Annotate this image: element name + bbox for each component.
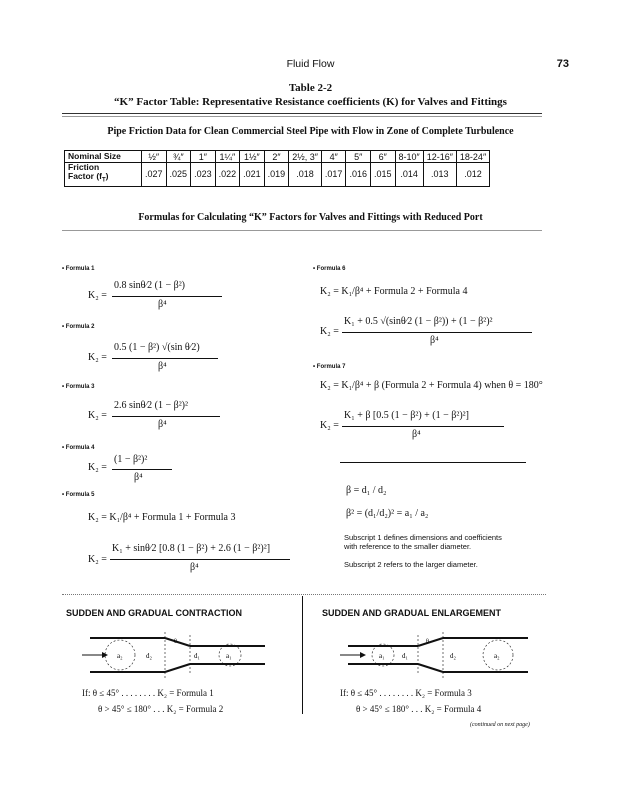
divider xyxy=(62,116,542,117)
enlargement-condition-1: If: θ ≤ 45° . . . . . . . . K₂ = Formula 3 xyxy=(340,688,472,698)
formula-7-label: • Formula 7 xyxy=(313,364,345,370)
factor-cell: .027 xyxy=(142,163,167,187)
formula-3-lhs: K₂ = xyxy=(88,410,107,421)
size-cell: 1¼″ xyxy=(215,151,240,163)
size-cell: ½″ xyxy=(142,151,167,163)
divider xyxy=(340,462,526,463)
formula-4-lhs: K₂ = xyxy=(88,462,107,473)
formula-6-denominator: β⁴ xyxy=(430,335,439,346)
fraction-bar xyxy=(112,416,220,417)
formula-1-lhs: K₂ = xyxy=(88,290,107,301)
formula-7-numerator: K₁ + β [0.5 (1 − β²) + (1 − β²)²] xyxy=(344,410,470,421)
formula-5-lhs: K₂ = xyxy=(88,554,107,565)
formula-3-denominator: β⁴ xyxy=(158,419,167,430)
formula-6-numerator: K₁ + 0.5 √(sinθ⁄2 (1 − β²)) + (1 − β²)² xyxy=(344,316,493,327)
fraction-bar xyxy=(110,559,290,560)
contraction-title: SUDDEN AND GRADUAL CONTRACTION xyxy=(66,608,242,618)
enlargement-diagram xyxy=(338,630,538,680)
divider xyxy=(62,113,542,114)
factor-cell: .022 xyxy=(215,163,240,187)
contraction-diagram xyxy=(80,630,280,680)
fraction-bar xyxy=(342,426,504,427)
formula-5-denominator: β⁴ xyxy=(190,562,199,573)
formula-1-denominator: β⁴ xyxy=(158,299,167,310)
table-row xyxy=(65,163,490,187)
friction-table xyxy=(64,150,490,187)
contraction-condition-1: If: θ ≤ 45° . . . . . . . . K₂ = Formula 1 xyxy=(82,688,214,698)
formula-4-label: • Formula 4 xyxy=(62,445,94,451)
row-label-friction-factor: Friction Factor $(f_T)$ xyxy=(65,163,142,187)
running-title: Fluid Flow xyxy=(286,58,335,70)
table-row xyxy=(65,151,490,163)
factor-cell: .014 xyxy=(395,163,423,187)
formula-4-denominator: β⁴ xyxy=(134,472,143,483)
size-cell: 1½″ xyxy=(240,151,265,163)
formula-1-numerator: 0.8 sinθ⁄2 (1 − β²) xyxy=(114,280,186,291)
formula-3-numerator: 2.6 sinθ⁄2 (1 − β²)² xyxy=(114,400,189,411)
continued-note: (continued on next page) xyxy=(470,722,530,728)
formula-7-line1: K₂ = K₁/β⁴ + β (Formula 2 + Formula 4) when θ = 180° xyxy=(320,380,543,391)
formula-2-lhs: K₂ = xyxy=(88,352,107,363)
contraction-condition-2: θ > 45° ≤ 180° . . . K₂ = Formula 2 xyxy=(98,704,224,714)
factor-cell: .021 xyxy=(240,163,265,187)
factor-cell: .017 xyxy=(321,163,346,187)
divider xyxy=(62,594,546,595)
enlargement-condition-2: θ > 45° ≤ 180° . . . K₂ = Formula 4 xyxy=(356,704,482,714)
formula-5-line1: K₂ = K₁/β⁴ + Formula 1 + Formula 3 xyxy=(88,512,236,523)
formulas-heading: Formulas for Calculating “K” Factors for Valves and Fittings with Reduced Port xyxy=(138,212,483,223)
size-cell: 1″ xyxy=(191,151,216,163)
page-number: 73 xyxy=(556,58,569,70)
factor-cell: .018 xyxy=(289,163,322,187)
diameter-label: d₂ xyxy=(450,652,456,660)
factor-cell: .023 xyxy=(191,163,216,187)
table-title: “K” Factor Table: Representative Resistance coefficients (K) for Valves and Fittings xyxy=(114,96,507,108)
factor-cell: .025 xyxy=(166,163,191,187)
fraction-bar xyxy=(112,469,172,470)
size-cell: 8-10″ xyxy=(395,151,423,163)
formula-6-label: • Formula 6 xyxy=(313,266,345,272)
formula-5-label: • Formula 5 xyxy=(62,492,94,498)
factor-cell: .012 xyxy=(456,163,489,187)
row-label-nominal-size: Nominal Size xyxy=(65,151,142,163)
fraction-bar xyxy=(112,296,222,297)
diameter-label: d₂ xyxy=(146,652,152,660)
formula-7-lhs: K₂ = xyxy=(320,420,339,431)
size-cell: 12-16″ xyxy=(423,151,456,163)
formula-2-label: • Formula 2 xyxy=(62,324,94,330)
theta-label: θ xyxy=(426,639,429,645)
diameter-label: d₁ xyxy=(402,652,408,660)
formula-2-numerator: 0.5 (1 − β²) √(sin θ⁄2) xyxy=(114,342,200,353)
enlargement-title: SUDDEN AND GRADUAL ENLARGEMENT xyxy=(322,608,502,618)
divider xyxy=(62,230,542,231)
size-cell: 5″ xyxy=(346,151,371,163)
fraction-bar xyxy=(112,358,218,359)
theta-label: θ xyxy=(174,639,177,645)
formula-1-label: • Formula 1 xyxy=(62,266,94,272)
area-2-label: a₁ xyxy=(226,652,232,660)
factor-cell: .019 xyxy=(264,163,289,187)
table-number: Table 2-2 xyxy=(288,82,333,94)
fraction-bar xyxy=(342,332,532,333)
formula-5-numerator: K₁ + sinθ⁄2 [0.8 (1 − β²) + 2.6 (1 − β²)²] xyxy=(112,543,271,554)
column-divider xyxy=(302,596,303,714)
size-cell: 4″ xyxy=(321,151,346,163)
size-cell: 18-24″ xyxy=(456,151,489,163)
subscript-2-note: Subscript 2 refers to the larger diameter. xyxy=(344,560,478,569)
area-1-label: a₁ xyxy=(379,652,385,660)
diameter-label: d₁ xyxy=(194,652,200,660)
formula-7-denominator: β⁴ xyxy=(412,429,421,440)
size-cell: 6″ xyxy=(370,151,395,163)
factor-cell: .013 xyxy=(423,163,456,187)
area-1-label: a₂ xyxy=(117,652,123,660)
pipe-friction-heading: Pipe Friction Data for Clean Commercial Steel Pipe with Flow in Zone of Complete Turbulence xyxy=(107,126,514,137)
formula-6-lhs: K₂ = xyxy=(320,326,339,337)
formula-4-numerator: (1 − β²)² xyxy=(114,454,148,465)
formula-6-line1: K₂ = K₁/β⁴ + Formula 2 + Formula 4 xyxy=(320,286,468,297)
formula-2-denominator: β⁴ xyxy=(158,361,167,372)
beta-squared-definition: β² = (d₁/d₂)² = a₁ / a₂ xyxy=(346,508,429,519)
area-2-label: a₂ xyxy=(494,652,500,660)
factor-cell: .016 xyxy=(346,163,371,187)
size-cell: ¾″ xyxy=(166,151,191,163)
subscript-1-note: Subscript 1 defines dimensions and coefficients with reference to the smaller diameter. xyxy=(344,533,502,551)
formula-3-label: • Formula 3 xyxy=(62,384,94,390)
size-cell: 2″ xyxy=(264,151,289,163)
size-cell: 2½, 3″ xyxy=(289,151,322,163)
factor-cell: .015 xyxy=(370,163,395,187)
beta-definition: β = d₁ / d₂ xyxy=(346,485,387,496)
